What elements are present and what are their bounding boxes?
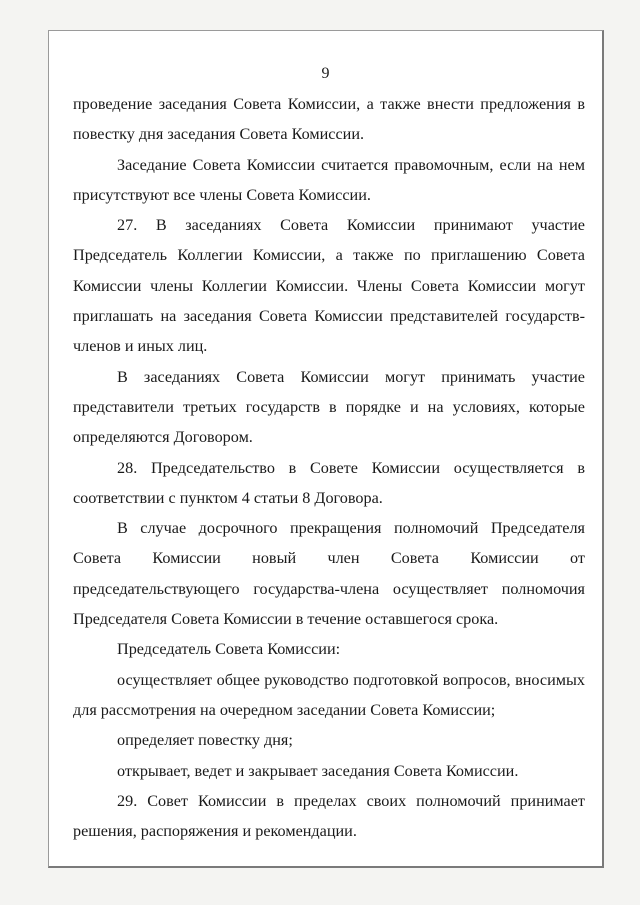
text-line: проведение заседания Совета Комиссии, а также внести предложения в — [73, 95, 585, 113]
text-line: для рассмотрения на очередном заседании Совета Комиссии; — [73, 700, 496, 719]
text-line: 29. Совет Комиссии в пределах своих полномочий принимает — [117, 791, 585, 810]
paragraph-28 — [73, 453, 585, 514]
text-line: членов и иных лиц. — [73, 337, 208, 356]
text-line: определяются Договором. — [73, 428, 253, 447]
paragraph — [73, 362, 585, 453]
paragraph — [73, 150, 585, 211]
text-line: Совета Комиссии новый член Совета Комиссии от — [73, 549, 585, 568]
text-line: Председатель Совета Комиссии: — [117, 640, 341, 659]
text-line: 27. В заседаниях Совета Комиссии принимают участие — [117, 216, 585, 235]
list-item — [73, 725, 585, 755]
text-line: решения, распоряжения и рекомендации. — [73, 822, 357, 841]
text-line: В заседаниях Совета Комиссии могут принимать участие — [117, 367, 585, 386]
text-line: открывает, ведет и закрывает заседания Совета Комиссии. — [117, 761, 519, 780]
text-line: повестку дня заседания Совета Комиссии. — [73, 125, 365, 144]
text-line: Заседание Совета Комиссии считается правомочным, если на нем — [117, 155, 585, 174]
text-line: осуществляет общее руководство подготовкой вопросов, вносимых — [117, 670, 585, 689]
text-line: приглашать на заседания Совета Комиссии представителей государств- — [73, 307, 585, 326]
text-line: представители третьих государств в порядке и на условиях, которые — [73, 397, 585, 416]
list-item — [73, 665, 585, 726]
text-line: соответствии с пунктом 4 статьи 8 Договора. — [73, 488, 383, 507]
text-line: присутствуют все члены Совета Комиссии. — [73, 185, 371, 204]
paragraph — [73, 634, 585, 664]
text-line: В случае досрочного прекращения полномочий Председателя — [117, 519, 585, 538]
text-line: Комиссии члены Коллегии Комиссии. Члены Совета Комиссии могут — [73, 276, 585, 295]
paragraph — [73, 513, 585, 634]
text-line: определяет повестку дня; — [117, 731, 293, 750]
text-line: Председатель Коллегии Комиссии, а также по приглашению Совета — [73, 246, 585, 265]
text-line: Председателя Совета Комиссии в течение оставшегося срока. — [73, 610, 499, 629]
text-line: 28. Председательство в Совете Комиссии осуществляется в — [117, 458, 585, 477]
paragraph-29 — [73, 786, 585, 847]
list-item — [73, 756, 585, 786]
document-page — [48, 30, 604, 868]
paragraph — [73, 89, 585, 150]
paragraph-27 — [73, 210, 585, 361]
text-line: председательствующего государства-члена осуществляет полномочия — [73, 579, 585, 598]
page-number: 9 — [321, 65, 330, 82]
document-body — [73, 89, 585, 846]
